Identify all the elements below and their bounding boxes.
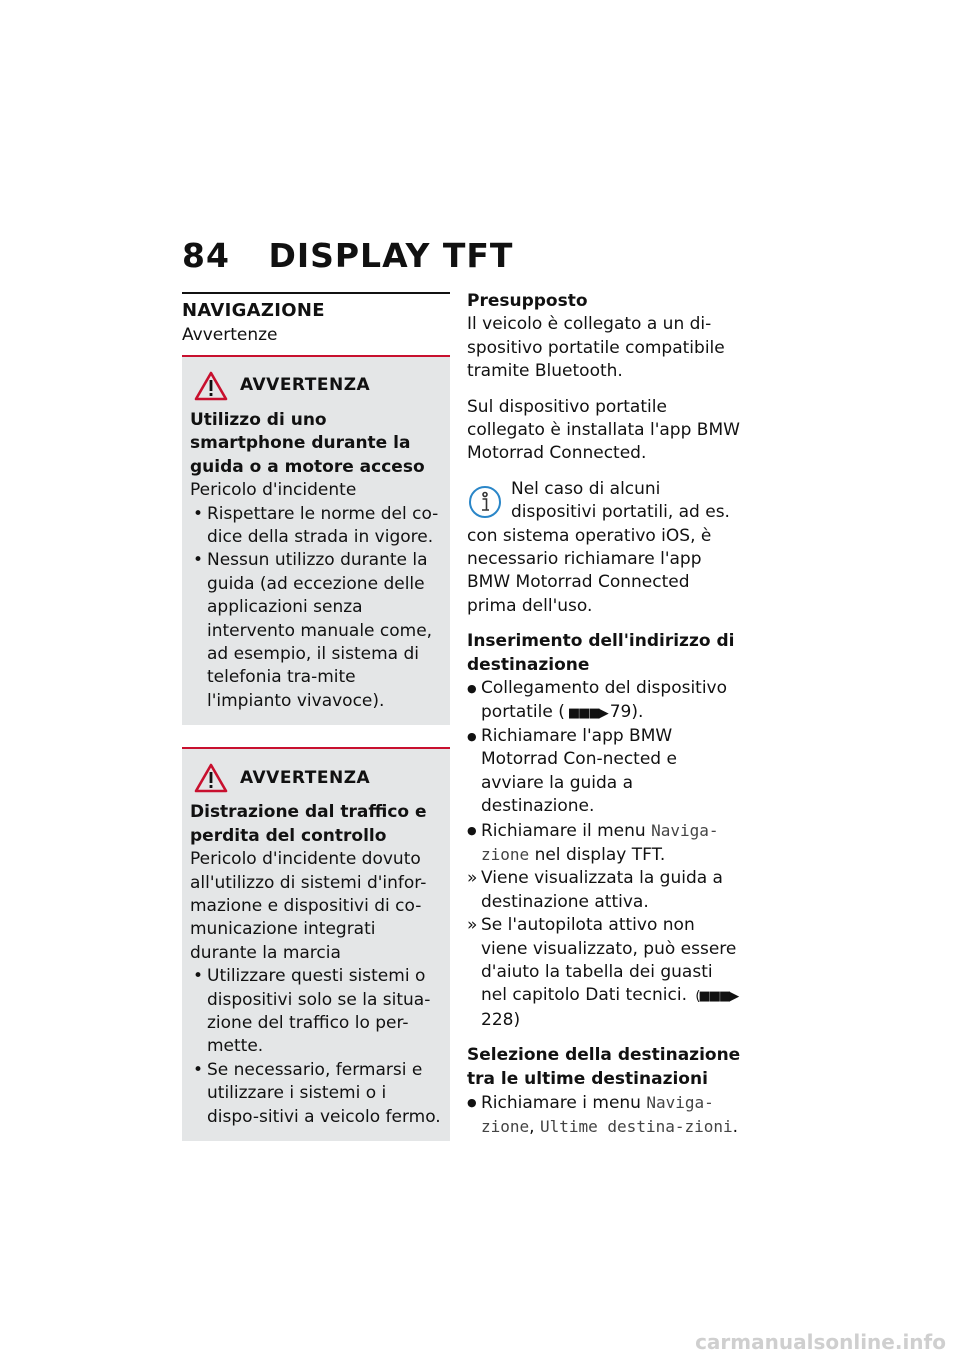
page-ref[interactable]: 79 bbox=[609, 701, 632, 722]
info-icon bbox=[467, 484, 503, 520]
destination-heading: Inserimento dell'indirizzo di destinazione bbox=[467, 631, 735, 675]
list-item: • Nessun utilizzo durante la guida (ad eccezione delle applicazioni senza intervento manuale come, ad esempio, il sistema di telefonia tra-mite l'impianto vivavoce). bbox=[190, 549, 442, 713]
step-item: ● Collegamento del dispositivo portatile ( ■■■▶ 79). bbox=[467, 677, 742, 725]
warning-list bbox=[190, 503, 442, 714]
warning-list bbox=[190, 965, 442, 1129]
page-ref[interactable]: 228 bbox=[481, 1009, 514, 1030]
left-column bbox=[182, 292, 450, 1141]
page-ref-arrow-icon: (■■■▶ bbox=[695, 989, 738, 1005]
prereq-heading: Presupposto bbox=[467, 291, 588, 311]
section-rule bbox=[182, 292, 450, 294]
info-note bbox=[467, 478, 742, 525]
step-item: ● Richiamare i menu Naviga-zione, Ultime destina-zioni. bbox=[467, 1091, 742, 1140]
recent-heading: Selezione della destinazione tra le ultime destinazioni bbox=[467, 1045, 741, 1089]
info-text: con sistema operativo iOS, è necessario richiamare l'app BMW Motorrad Connected prima dell'uso. bbox=[467, 525, 712, 616]
warning-text: Pericolo d'incidente bbox=[190, 480, 357, 501]
warning-header bbox=[194, 371, 442, 401]
warning-box-1 bbox=[182, 357, 450, 725]
warning-text: Pericolo d'incidente dovuto all'utilizzo di sistemi d'infor-mazione e dispositivi di co-municazione integrati durante la marcia bbox=[190, 849, 427, 963]
warning-label: AVVERTENZA bbox=[240, 375, 371, 396]
result-item: » Se l'autopilota attivo non viene visualizzato, può essere d'aiuto la tabella dei guasti nel capitolo Dati tecnici. (■■■▶228) bbox=[467, 914, 742, 1032]
info-line: dispositivi portatili, ad es. bbox=[511, 502, 730, 523]
prereq-paragraph: Il veicolo è collegato a un di-spositivo portatile compatibile tramite Bluetooth. bbox=[467, 314, 725, 382]
watermark: carmanualsonline.info bbox=[695, 1330, 946, 1354]
warning-box-2 bbox=[182, 749, 450, 1141]
warning-triangle-icon bbox=[194, 371, 228, 401]
recent-steps bbox=[467, 1091, 742, 1140]
page-title: DISPLAY TFT bbox=[268, 236, 514, 275]
step-item: ● Richiamare il menu Naviga-zione nel display TFT. bbox=[467, 819, 742, 868]
page-header bbox=[182, 236, 513, 275]
list-item: • Se necessario, fermarsi e utilizzare i sistemi o i dispo-sitivi a veicolo fermo. bbox=[190, 1059, 442, 1129]
right-column bbox=[467, 290, 742, 1140]
warning-header bbox=[194, 763, 442, 793]
menu-name: Ultime destina-zioni bbox=[539, 1117, 733, 1137]
info-line: Nel caso di alcuni bbox=[511, 478, 661, 499]
page-ref-arrow-icon: ■■■▶ bbox=[567, 705, 607, 721]
subsection-title: Avvertenze bbox=[182, 325, 278, 345]
page-number: 84 bbox=[182, 236, 230, 275]
section-title: NAVIGAZIONE bbox=[182, 300, 325, 321]
list-item: • Utilizzare questi sistemi o dispositivi solo se la situa-zione del traffico lo per-mette. bbox=[190, 965, 442, 1059]
list-item: • Rispettare le norme del co-dice della strada in vigore. bbox=[190, 503, 442, 550]
warning-label: AVVERTENZA bbox=[240, 767, 371, 788]
menu-name: Naviga-zione bbox=[481, 1093, 714, 1137]
prereq-paragraph: Sul dispositivo portatile collegato è installata l'app BMW Motorrad Connected. bbox=[467, 396, 740, 464]
step-item: ● Richiamare l'app BMW Motorrad Con-nected e avviare la guida a destinazione. bbox=[467, 725, 742, 819]
menu-name: Naviga-zione bbox=[481, 820, 719, 864]
result-item: » Viene visualizzata la guida a destinazione attiva. bbox=[467, 867, 742, 914]
destination-steps bbox=[467, 677, 742, 1032]
warning-heading: Distrazione dal traffico e perdita del controllo bbox=[190, 802, 427, 846]
warning-heading: Utilizzo di uno smartphone durante la guida o a motore acceso bbox=[190, 410, 425, 477]
warning-triangle-icon bbox=[194, 763, 228, 793]
